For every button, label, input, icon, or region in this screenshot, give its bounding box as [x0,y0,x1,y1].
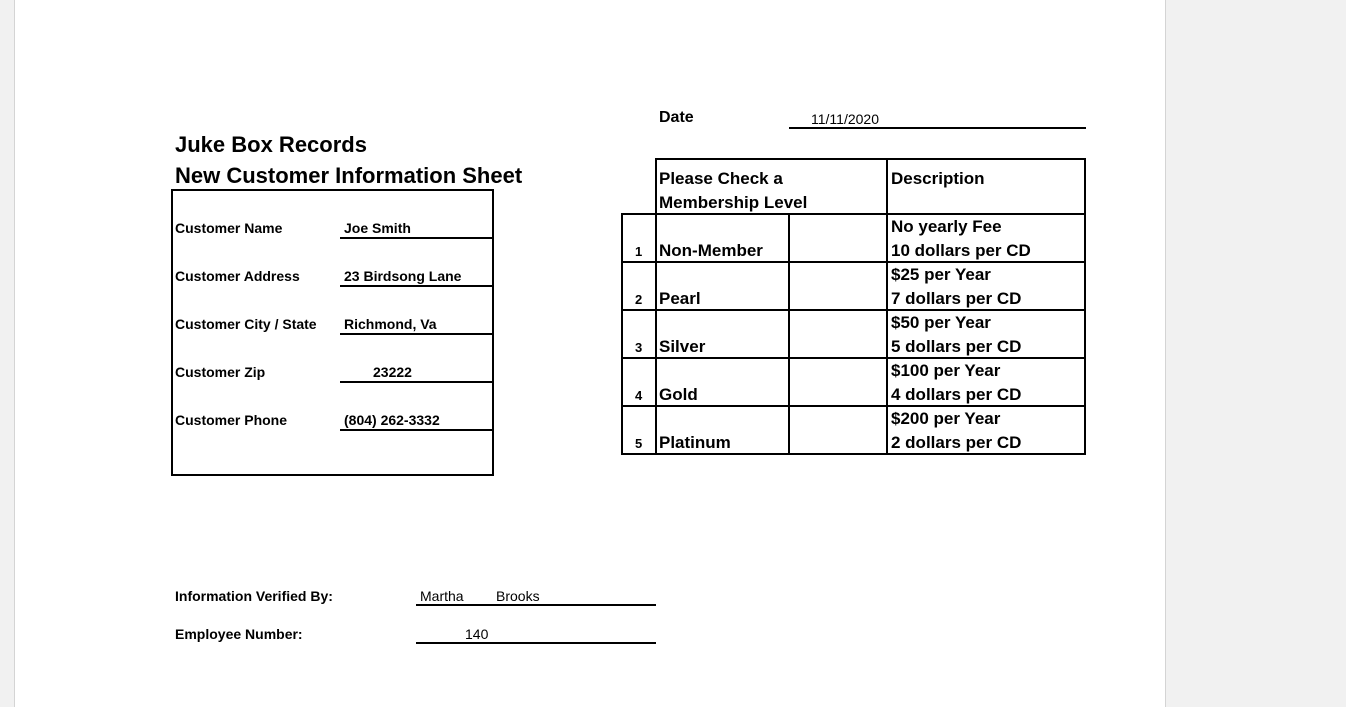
customer-phone-underline [340,429,493,431]
table-column-border [788,213,790,455]
table-left-border [621,213,623,455]
description-fee: $25 per Year [891,265,991,284]
table-column-border [655,158,657,455]
membership-level-name: Non-Member [659,241,763,260]
customer-zip-underline [340,381,493,383]
header-level-line1: Please Check a [659,169,783,188]
customer-city-state-value: Richmond, Va [344,316,437,332]
row-number: 2 [635,292,643,307]
header-description: Description [891,169,985,188]
customer-name-underline [340,237,493,239]
table-top-border [655,158,1086,160]
description-fee: $50 per Year [891,313,991,332]
employee-number-label: Employee Number: [175,626,303,642]
row-number: 5 [635,436,643,451]
customer-address-underline [340,285,493,287]
description-price: 4 dollars per CD [891,385,1022,404]
table-right-border [1084,158,1086,455]
description-price: 10 dollars per CD [891,241,1031,260]
customer-phone-value: (804) 262-3332 [344,412,440,428]
customer-name-label: Customer Name [175,220,283,236]
description-fee: $100 per Year [891,361,1001,380]
description-fee: No yearly Fee [891,217,1002,236]
customer-zip-value: 23222 [373,364,412,380]
row-number: 4 [635,388,643,403]
row-number: 1 [635,244,643,259]
membership-level-name: Pearl [659,289,701,308]
membership-level-name: Silver [659,337,706,356]
customer-phone-label: Customer Phone [175,412,288,428]
verifier-last-name: Brooks [496,588,540,604]
customer-name-value: Joe Smith [344,220,411,236]
customer-city-state-label: Customer City / State [175,316,317,332]
employee-number-value: 140 [465,626,489,642]
description-fee: $200 per Year [891,409,1001,428]
description-price: 7 dollars per CD [891,289,1022,308]
description-price: 5 dollars per CD [891,337,1022,356]
sheet-title: New Customer Information Sheet [175,163,523,188]
row-number: 3 [635,340,643,355]
table-column-border [886,158,888,455]
description-price: 2 dollars per CD [891,433,1022,452]
header-level-line2: Membership Level [659,193,808,212]
customer-zip-label: Customer Zip [175,364,266,380]
verifier-first-name: Martha [420,588,464,604]
date-underline [789,127,1086,129]
membership-level-name: Gold [659,385,698,404]
company-title: Juke Box Records [175,132,367,157]
date-value: 11/11/2020 [811,111,879,127]
customer-city-state-underline [340,333,493,335]
verified-by-underline [416,604,656,606]
membership-level-name: Platinum [659,433,731,452]
customer-address-value: 23 Birdsong Lane [344,268,462,284]
verified-by-label: Information Verified By: [175,588,333,604]
customer-address-label: Customer Address [175,268,300,284]
employee-number-underline [416,642,656,644]
date-label: Date [659,109,694,126]
